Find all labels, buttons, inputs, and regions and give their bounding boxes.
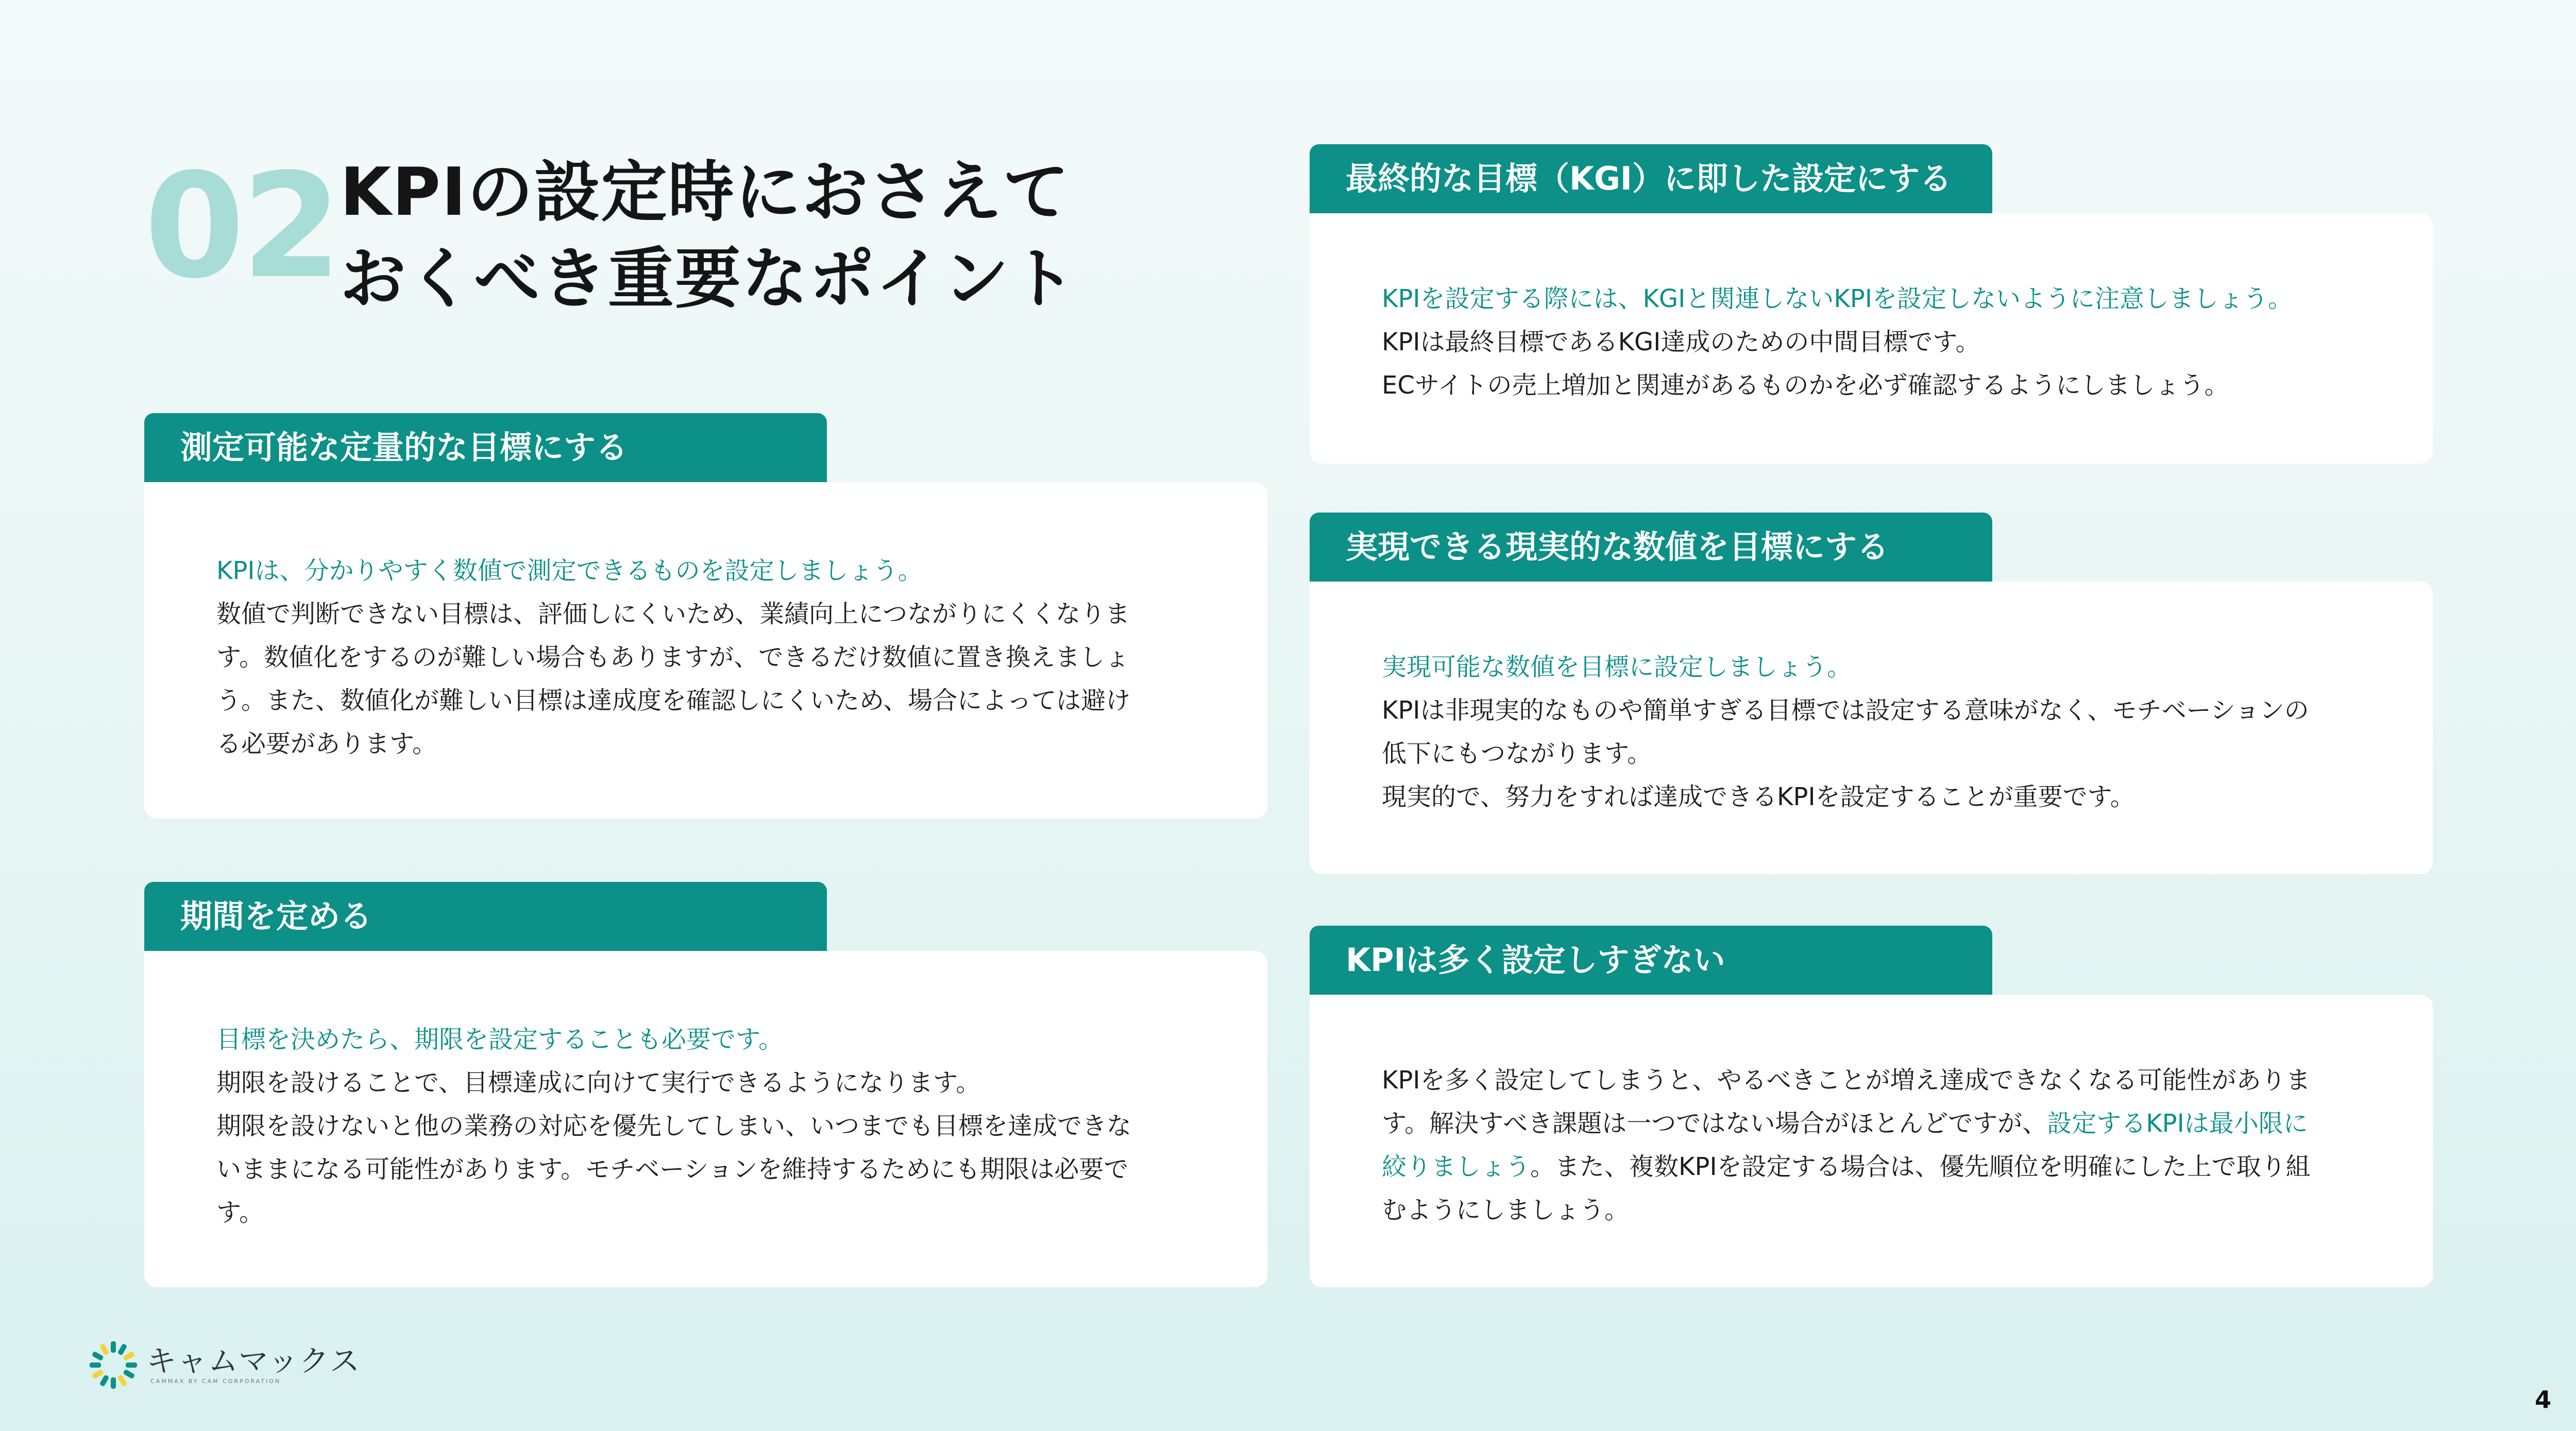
card-lead-text: KPIを設定する際には、KGIと関連しないKPIを設定しないように注意しましょう。 bbox=[1382, 284, 2293, 313]
card-lead-text: 目標を決めたら、期限を設定することも必要です。 bbox=[216, 1025, 784, 1054]
card-body bbox=[1310, 582, 2433, 874]
card-text-line bbox=[1382, 1102, 2361, 1145]
card-text-line: 期限を設けることで、目標達成に向けて実行できるようになります。 bbox=[216, 1068, 981, 1097]
card-tab-title: KPIは多く設定しすぎない bbox=[1310, 926, 1992, 995]
card-text-line: いままになる可能性があります。モチベーションを維持するためにも期限は必要で bbox=[216, 1155, 1129, 1184]
card-text-line: 低下にもつながります。 bbox=[1382, 739, 1652, 768]
card-text-line: す。 bbox=[216, 1198, 264, 1227]
card-tab-title: 最終的な目標（KGI）に即した設定にする bbox=[1310, 144, 1992, 213]
card-text-line: KPIは最終目標であるKGI達成のための中間目標です。 bbox=[1382, 328, 1980, 356]
section-number: 02 bbox=[144, 143, 339, 311]
card-text-line: 数値で判断できない目標は、評価しにくいため、業績向上につながりにくくなりま bbox=[216, 600, 1130, 628]
card-text-line: むようにしましょう。 bbox=[1382, 1196, 1630, 1224]
card-text-line: 期限を設けないと他の業務の対応を優先してしまい、いつまでも目標を達成できな bbox=[216, 1112, 1132, 1140]
card-text-segment: す。解決すべき課題は一つではない場合がほとんどですが、 bbox=[1382, 1109, 2047, 1138]
card-text-segment: 。また、複数KPIを設定する場合は、優先順位を明確にした上で取り組 bbox=[1530, 1152, 2311, 1181]
sunburst-logo-icon bbox=[88, 1339, 139, 1391]
card-text-line bbox=[1382, 1145, 2361, 1188]
card-text-line: う。また、数値化が難しい目標は達成度を確認しにくいため、場合によっては避け bbox=[216, 686, 1131, 715]
card-body bbox=[1310, 995, 2433, 1287]
card-tab-title: 期間を定める bbox=[144, 882, 827, 951]
logo-text bbox=[146, 1344, 361, 1386]
section-title-line-1: KPIの設定時におさえて bbox=[340, 154, 1070, 231]
card-body bbox=[144, 482, 1267, 819]
card-body bbox=[1310, 213, 2433, 464]
card-highlight-text: 絞りましょう bbox=[1382, 1152, 1531, 1181]
card-lead-text: 実現可能な数値を目標に設定しましょう。 bbox=[1382, 653, 1852, 682]
card-text-line: ECサイトの売上増加と関連があるものかを必ず確認するようにしましょう。 bbox=[1382, 371, 2229, 400]
card-tab-title: 測定可能な定量的な目標にする bbox=[144, 413, 827, 482]
card-text-line: 現実的で、努力をすれば達成できるKPIを設定することが重要です。 bbox=[1382, 782, 2135, 811]
card-body bbox=[144, 951, 1267, 1287]
section-title bbox=[340, 149, 1077, 322]
card-text-line: す。数値化をするのが難しい場合もありますが、できるだけ数値に置き換えましょ bbox=[216, 643, 1130, 672]
card-text-line: る必要があります。 bbox=[216, 729, 437, 758]
card-text-line: KPIを多く設定してしまうと、やるべきことが増え達成できなくなる可能性がありま bbox=[1382, 1066, 2311, 1095]
page-number: 4 bbox=[2534, 1386, 2551, 1413]
section-title-line-2: おくべき重要なポイント bbox=[340, 241, 1077, 317]
card-lead-text: KPIは、分かりやすく数値で測定できるものを設定しましょう。 bbox=[216, 556, 923, 585]
card-highlight-text: 設定するKPIは最小限に bbox=[2047, 1109, 2308, 1138]
card-tab-title: 実現できる現実的な数値を目標にする bbox=[1310, 513, 1992, 582]
logo-subtitle: CAMMAX BY CAM CORPORATION bbox=[150, 1378, 281, 1385]
logo-name: キャムマックス bbox=[146, 1343, 361, 1378]
company-logo bbox=[88, 1337, 361, 1393]
card-text-line: KPIは非現実的なものや簡単すぎる目標では設定する意味がなく、モチベーションの bbox=[1382, 696, 2309, 725]
